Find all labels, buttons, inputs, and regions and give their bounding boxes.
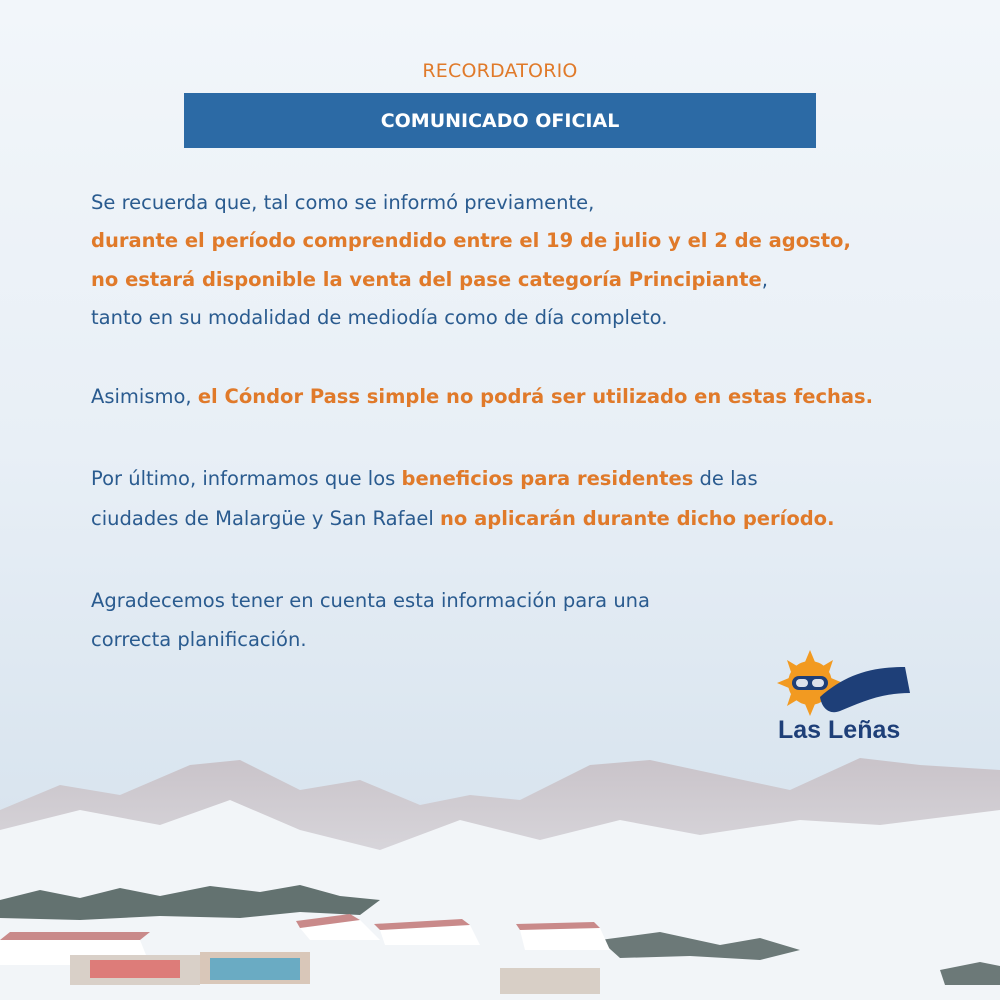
p3-highlight-1: beneficios para residentes — [401, 467, 694, 490]
p1-line-2-highlight: durante el período comprendido entre el 19 de julio y el 2 de agosto, — [91, 229, 851, 252]
p3-line-1 — [91, 467, 758, 490]
p1-line-3 — [91, 268, 768, 291]
p1-line-1: Se recuerda que, tal como se informó previamente, — [91, 191, 595, 214]
p3-highlight-2: no aplicarán durante dicho período. — [440, 507, 835, 530]
p3-cities: ciudades de Malargüe y San Rafael — [91, 507, 441, 530]
p2-line — [91, 385, 873, 408]
p1-line-3-tail: , — [761, 268, 768, 291]
p2-highlight: el Cóndor Pass simple no podrá ser utilizado en estas fechas. — [197, 385, 874, 408]
kicker-label: RECORDATORIO — [422, 60, 578, 82]
p3-lead: Por último, informamos que los — [91, 467, 402, 490]
scarf-wave-icon — [820, 667, 910, 712]
p2-lead: Asimismo, — [91, 385, 198, 408]
p3-mid: de las — [693, 467, 758, 490]
p1-line-4: tanto en su modalidad de mediodía como de día completo. — [91, 306, 668, 329]
p1-line-3-highlight: no estará disponible la venta del pase categoría Principiante — [91, 268, 762, 291]
p4-line-1: Agradecemos tener en cuenta esta información para una — [91, 589, 650, 612]
logo-text: Las Leñas — [778, 716, 901, 744]
snowy-mountain-scene — [0, 740, 1000, 1000]
title-banner — [184, 93, 816, 148]
p3-line-2 — [91, 507, 834, 530]
p4-line-2: correcta planificación. — [91, 628, 307, 651]
banner-title: COMUNICADO OFICIAL — [380, 109, 620, 132]
